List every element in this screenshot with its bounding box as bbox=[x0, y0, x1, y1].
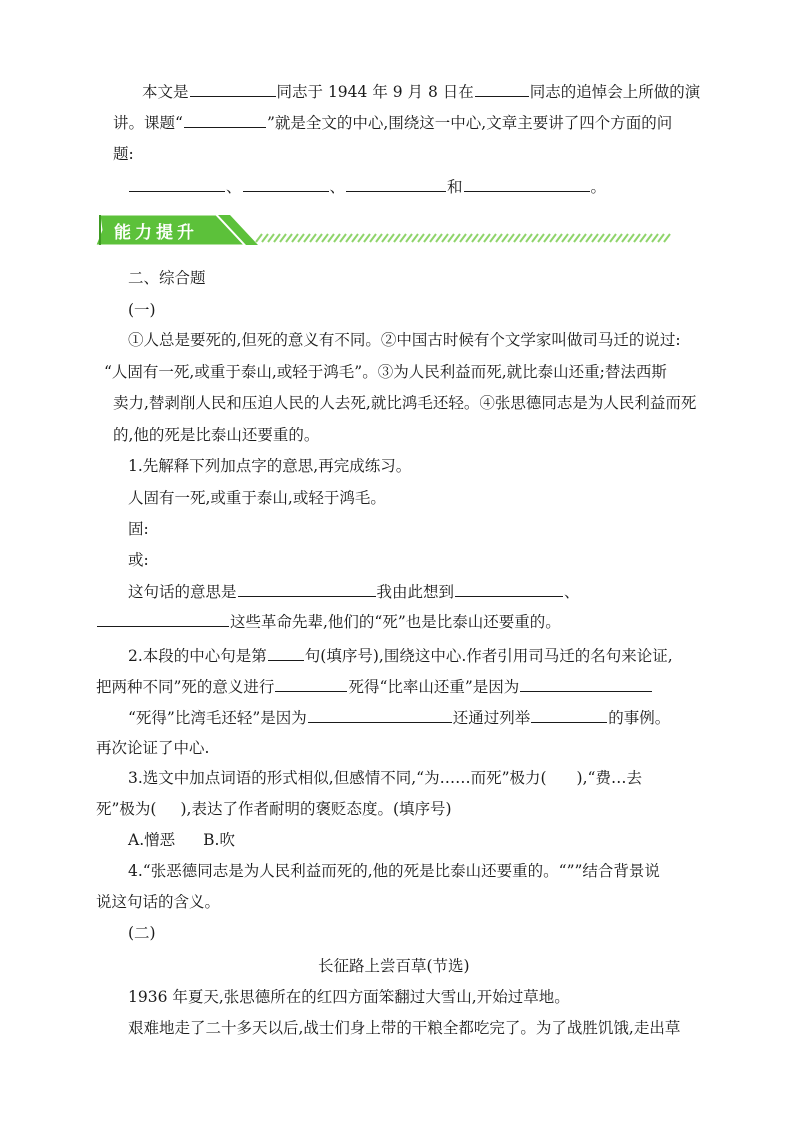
question-3-options bbox=[128, 829, 235, 851]
passage-line: 的,他的死是比泰山还要重的。 bbox=[113, 426, 320, 444]
answer-blank[interactable] bbox=[97, 610, 229, 627]
intro-line-2 bbox=[113, 111, 672, 134]
q-text: “死得”比湾毛还轻”是因为 bbox=[128, 709, 307, 727]
question-1-huo bbox=[128, 549, 149, 571]
passage-line: 艰难地走了二十多天以后,战士们身上带的干粮全都吃完了。为了战胜饥饿,走出草 bbox=[128, 1019, 681, 1037]
option-a: A.憎恶 bbox=[128, 831, 176, 849]
q-text: 句(填序号),围绕这中心.作者引用司马迁的名句来论证, bbox=[304, 647, 673, 665]
answer-blank[interactable] bbox=[464, 175, 590, 192]
passage-line: 1936 年夏天,张思德所在的红四方面笨翻过大雪山,开始过草地。 bbox=[128, 988, 570, 1006]
question-1: 1.先解释下列加点字的意思,再完成练习。 bbox=[128, 457, 412, 475]
question-2-end: 再次论证了中心. bbox=[96, 739, 210, 757]
answer-blank[interactable] bbox=[190, 80, 276, 97]
intro-line-1 bbox=[142, 80, 700, 103]
question-3-cont bbox=[96, 798, 452, 820]
answer-blank[interactable] bbox=[268, 644, 304, 661]
answer-blank[interactable] bbox=[184, 111, 266, 128]
q-text: 3.选文中加点词语的形式相似,但感情不同,“为……而死”极力( bbox=[128, 769, 547, 787]
q-text: 还通过列举 bbox=[452, 709, 531, 727]
intro-text: 同志于 1944 年 9 月 8 日在 bbox=[276, 83, 474, 101]
part-label-2: (二) bbox=[128, 924, 156, 942]
answer-blank[interactable] bbox=[455, 580, 563, 597]
question-1-sentence: 人固有一死,或重于泰山,或轻于鸿毛。 bbox=[128, 489, 386, 507]
answer-blank[interactable] bbox=[275, 675, 347, 692]
separator: 、 bbox=[226, 178, 242, 196]
question-2-cont bbox=[128, 706, 670, 729]
q-text: ),“费…去 bbox=[576, 769, 642, 787]
question-4-cont: 说这句话的含义。 bbox=[96, 893, 221, 911]
question-1-meaning bbox=[128, 580, 580, 603]
question-4: 4.“张恶德同志是为人民利益而死的,他的死是比泰山还要重的。“””结合背景说 bbox=[128, 862, 660, 880]
part-label-1: (一) bbox=[128, 301, 156, 319]
q-text: 我由此想到 bbox=[376, 583, 455, 601]
section-heading: 二、综合题 bbox=[128, 269, 206, 287]
question-1-meaning-cont bbox=[96, 610, 561, 633]
q-text: 这些革命先辈,他们的“死”也是比泰山还要重的。 bbox=[230, 613, 561, 631]
q-text: ),表达了作者耐明的褒贬态度。(填序号) bbox=[180, 800, 452, 818]
section-banner bbox=[96, 212, 676, 246]
answer-blank[interactable] bbox=[308, 706, 452, 723]
intro-text: 本文是 bbox=[142, 83, 189, 101]
answer-blank[interactable] bbox=[520, 675, 652, 692]
option-b: B.吹 bbox=[203, 831, 235, 849]
q-text: 死得“比率山还重”是因为 bbox=[348, 678, 520, 696]
answer-blank[interactable] bbox=[238, 580, 376, 597]
answer-blank[interactable] bbox=[531, 706, 607, 723]
intro-text: 题: bbox=[113, 145, 134, 163]
label-huo: 或: bbox=[128, 551, 149, 569]
q-text: 死”极为( bbox=[96, 800, 157, 818]
answer-blank[interactable] bbox=[475, 80, 529, 97]
passage-title: 长征路上尝百草(节选) bbox=[318, 957, 470, 975]
question-2 bbox=[128, 644, 673, 667]
intro-text: ”就是全文的中心,围绕这一中心,文章主要讲了四个方面的问 bbox=[266, 114, 673, 132]
intro-line-3 bbox=[113, 143, 134, 165]
question-1-gu bbox=[128, 518, 149, 540]
intro-text: 讲。课题“ bbox=[113, 114, 183, 132]
intro-text: 同志的追悼会上所做的演 bbox=[529, 83, 701, 101]
passage-line: ①人总是要死的,但死的意义有不同。②中国古时候有个文学家叫做司马迁的说过: bbox=[128, 331, 681, 349]
answer-blank[interactable] bbox=[243, 175, 329, 192]
separator: 、 bbox=[329, 178, 346, 196]
q-text: 的事例。 bbox=[608, 709, 671, 727]
passage-line: 卖力,替剥削人民和压迫人民的人去死,就比鸿毛还轻。④张思德同志是为人民利益而死 bbox=[113, 394, 697, 412]
q-text: 这句话的意思是 bbox=[128, 583, 237, 601]
answer-blank[interactable] bbox=[346, 175, 446, 192]
banner-label: 能力提升 bbox=[114, 223, 198, 243]
passage-line: “人固有一死,或重于泰山,或轻于鸿毛”。③为人民利益而死,就比泰山还重;替法西斯 bbox=[104, 363, 667, 381]
question-3 bbox=[128, 767, 642, 789]
period: 。 bbox=[590, 178, 607, 196]
q-text: 把两种不同”死的意义进行 bbox=[96, 678, 275, 696]
label-gu: 固: bbox=[128, 520, 149, 538]
and-word: 和 bbox=[447, 178, 463, 196]
q-text: 2.本段的中心句是第 bbox=[128, 647, 267, 665]
answer-blank[interactable] bbox=[129, 175, 225, 192]
question-2-cont bbox=[96, 675, 653, 698]
intro-line-4 bbox=[128, 175, 606, 198]
q-text: 、 bbox=[564, 583, 580, 601]
